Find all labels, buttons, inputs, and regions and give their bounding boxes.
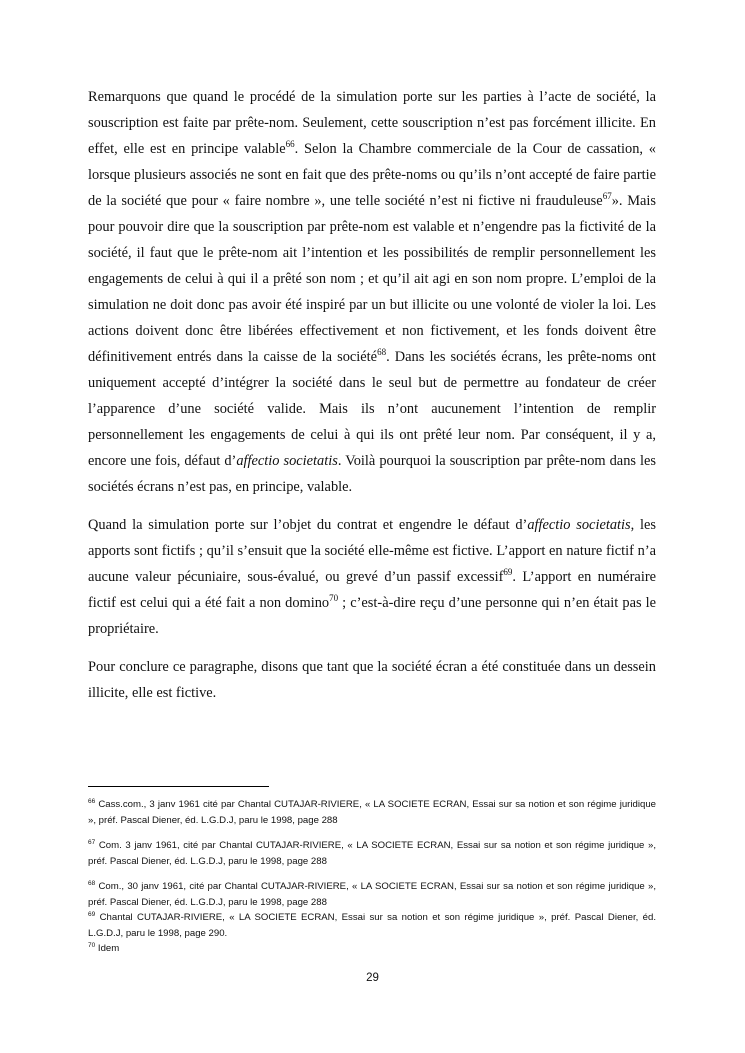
page-number: 29 — [366, 972, 379, 984]
footnote-ref-66[interactable]: 66 — [285, 139, 295, 150]
footnote-67: $^{67}$ Com. 3 janv 1961, cité par Chantal CUTAJAR-RIVIERE, « LA SOCIETE ECRAN, Essai sur sa notion et son régime juridique », préf. Pascal Diener, éd. L.G.D.J, paru le 1998, page 288 — [88, 838, 656, 867]
footnote-68: $^{68}$ Com., 30 janv 1961, cité par Chantal CUTAJAR-RIVIERE, « LA SOCIETE ECRAN, Essai sur sa notion et son régime juridique », préf. Pascal Diener, éd. L.G.D.J, paru le 1998, page 288 — [88, 879, 656, 908]
footnote-ref-69[interactable]: 69 — [503, 567, 513, 578]
body-text — [88, 84, 656, 718]
paragraph-1: Remarquons que quand le procédé de la simulation porte sur les parties à l’acte de société, la souscription est faite par prête-nom. Seulement, cette souscription n’est pas forcément illicite. En effet, elle est en principe valable$^{66}$. Selon la Chambre commerciale de la Cour de cassation, « lorsque plusieurs associés ne sont en fait que des prête-noms ou qu’ils n’ont accepté de faire partie de la société que pour « faire nombre », une telle société n’est ni fictive ni frauduleuse$^{67}$». Mais pour pouvoir dire que la souscription par prête-nom est valable et n’engendre pas la fictivité de la société, il faut que le prête-nom ait l’intention et les possibilités de remplir personnellement les engagements de celui à qui il a prêté son nom ; et qu’il ait agi en son nom propre. L’emploi de la simulation ne doit donc pas avoir été inspiré par un but illicite ou une volonté de violer la loi. Les actions doivent donc être libérées effectivement et non fictivement, et les fonds doivent être définitivement entrés dans la caisse de la société$^{68}$. Dans les sociétés écrans, les prête-noms ont uniquement accepté d’intégrer la société dans le seul but de permettre au fondateur de créer l’apparence d’une société valide. Mais ils n’ont aucunement l’intention de remplir personnellement les engagements de celui à qui ils ont prêté leur nom. Par conséquent, il y a, encore une fois, défaut d’affectio societatis. Voilà pourquoi la souscription par prête-nom dans les sociétés écrans n’est pas, en principe, valable. — [88, 89, 656, 495]
footnote-70: $^{70}$ Idem — [88, 941, 120, 954]
italic-term: affectio societatis — [527, 517, 631, 533]
footnote-ref-68[interactable]: 68 — [377, 347, 387, 358]
italic-term: affectio societatis — [236, 453, 338, 469]
paragraph-2: Quand la simulation porte sur l’objet du contrat et engendre le défaut d’affectio societatis, les apports sont fictifs ; qu’il s’ensuit que la société elle-même est fictive. L’apport en nature fictif n’a aucune valeur pécuniaire, sous-évalué, ou grevé d’un passif excessif$^{69}$. L’apport en numéraire fictif est celui qui a été fait a non domino$^{70}$ ; c’est-à-dire reçu d’une personne qui n’en était pas le propriétaire. — [88, 517, 656, 637]
footnote-69: $^{69}$ Chantal CUTAJAR-RIVIERE, « LA SOCIETE ECRAN, Essai sur sa notion et son régime juridique », préf. Pascal Diener, éd. L.G.D.J, paru le 1998, page 290. — [88, 910, 656, 939]
footnote-66: $^{66}$ Cass.com., 3 janv 1961 cité par Chantal CUTAJAR-RIVIERE, « LA SOCIETE ECRAN, Essai sur sa notion et son régime juridique », préf. Pascal Diener, éd. L.G.D.J, paru le 1998, page 288 — [88, 797, 656, 826]
footnote-separator — [88, 786, 269, 787]
footnote-ref-70[interactable]: 70 — [329, 593, 339, 604]
footnote-ref-67[interactable]: 67 — [602, 191, 612, 202]
paragraph-3: Pour conclure ce paragraphe, disons que tant que la société écran a été constituée dans un dessein illicite, elle est fictive. — [88, 659, 656, 701]
footnotes — [88, 786, 656, 957]
